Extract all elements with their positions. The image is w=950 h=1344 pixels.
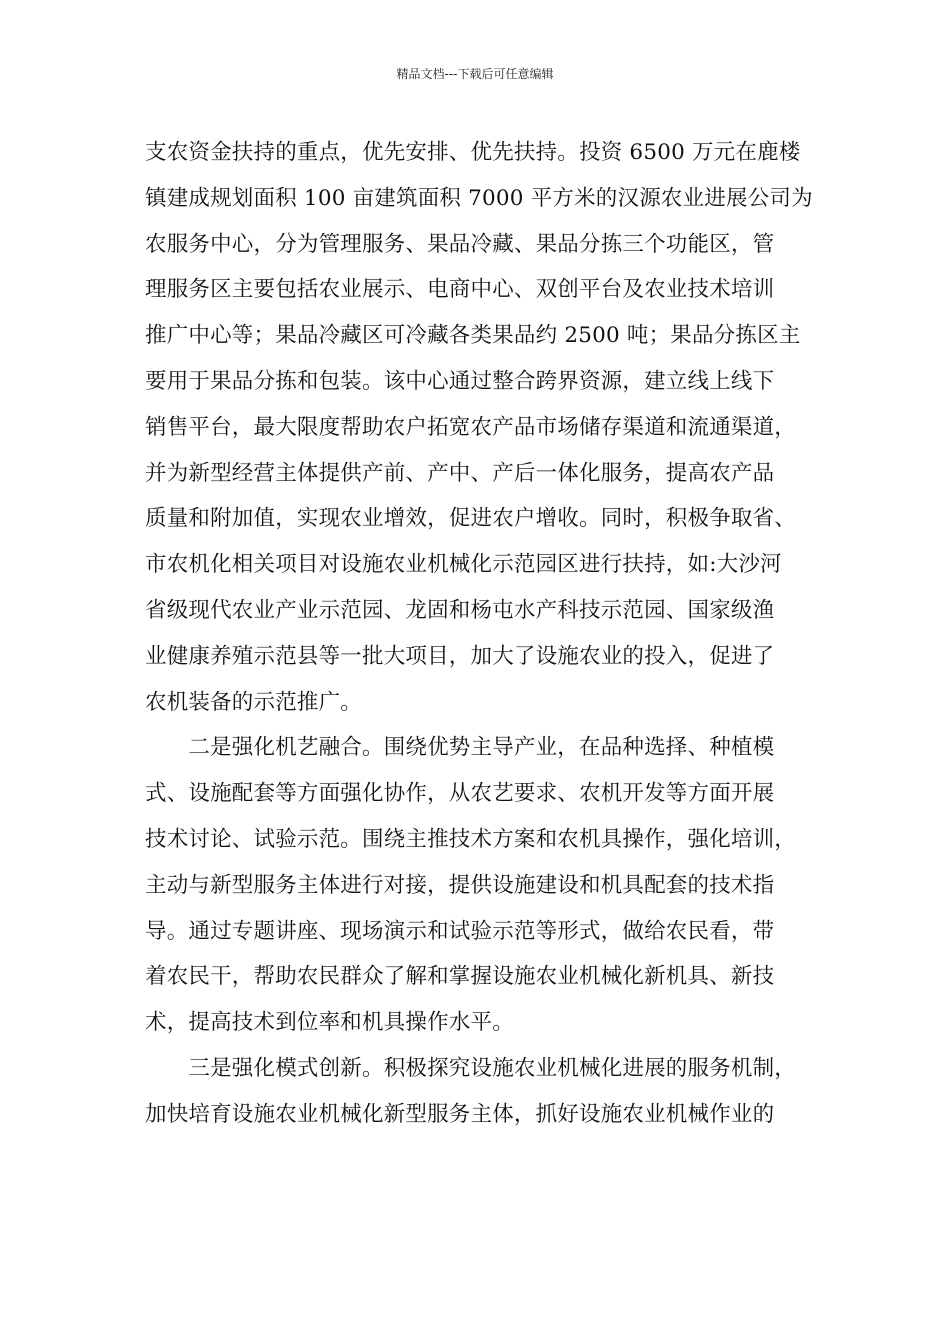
text-line: 术，提高技术到位率和机具操作水平。 bbox=[145, 1010, 514, 1036]
text-line: 加快培育设施农业机械化新型服务主体，抓好设施农业机械作业的 bbox=[145, 1101, 775, 1127]
text-line: 农服务中心，分为管理服务、果品冷藏、果品分拣三个功能区，管 bbox=[145, 231, 775, 257]
text-line: 式、设施配套等方面强化协作，从农艺要求、农机开发等方面开展 bbox=[145, 781, 775, 807]
text-line: 三是强化模式创新。积极探究设施农业机械化进展的服务机制， bbox=[145, 1055, 797, 1081]
text-line: 着农民干，帮助农民群众了解和掌握设施农业机械化新机具、新技 bbox=[145, 964, 775, 990]
text-line: 要用于果品分拣和包装。该中心通过整合跨界资源，建立线上线下 bbox=[145, 368, 775, 394]
text-line: 业健康养殖示范县等一批大项目，加大了设施农业的投入，促进了 bbox=[145, 643, 775, 669]
text-line: 支农资金扶持的重点，优先安排、优先扶持。投资 6500 万元在鹿楼 bbox=[145, 140, 801, 165]
page-header: 精品文档---下载后可任意编辑 bbox=[396, 67, 554, 81]
text-line: 二是强化机艺融合。围绕优势主导产业，在品种选择、种植模 bbox=[145, 735, 775, 761]
text-line: 理服务区主要包括农业展示、电商中心、双创平台及农业技术培训 bbox=[145, 277, 775, 303]
text-line: 主动与新型服务主体进行对接，提供设施建设和机具配套的技术指 bbox=[145, 872, 775, 898]
text-line: 农机装备的示范推广。 bbox=[145, 689, 363, 715]
text-line: 市农机化相关项目对设施农业机械化示范园区进行扶持，如:大沙河 bbox=[145, 552, 782, 578]
text-line: 技术讨论、试验示范。围绕主推技术方案和农机具操作，强化培训， bbox=[145, 826, 797, 852]
text-line: 推广中心等；果品冷藏区可冷藏各类果品约 2500 吨；果品分拣区主 bbox=[145, 323, 801, 349]
text-line: 镇建成规划面积 100 亩建筑面积 7000 平方米的汉源农业进展公司为 bbox=[145, 185, 813, 211]
text-line: 质量和附加值，实现农业增效，促进农户增收。同时，积极争取省、 bbox=[145, 506, 797, 532]
text-line: 并为新型经营主体提供产前、产中、产后一体化服务，提高农产品 bbox=[145, 460, 775, 486]
document-body bbox=[145, 130, 825, 1138]
text-line: 省级现代农业产业示范园、龙固和杨屯水产科技示范园、国家级渔 bbox=[145, 597, 775, 623]
text-line: 销售平台，最大限度帮助农户拓宽农产品市场储存渠道和流通渠道， bbox=[145, 414, 797, 440]
text-line: 导。通过专题讲座、现场演示和试验示范等形式，做给农民看，带 bbox=[145, 918, 775, 944]
